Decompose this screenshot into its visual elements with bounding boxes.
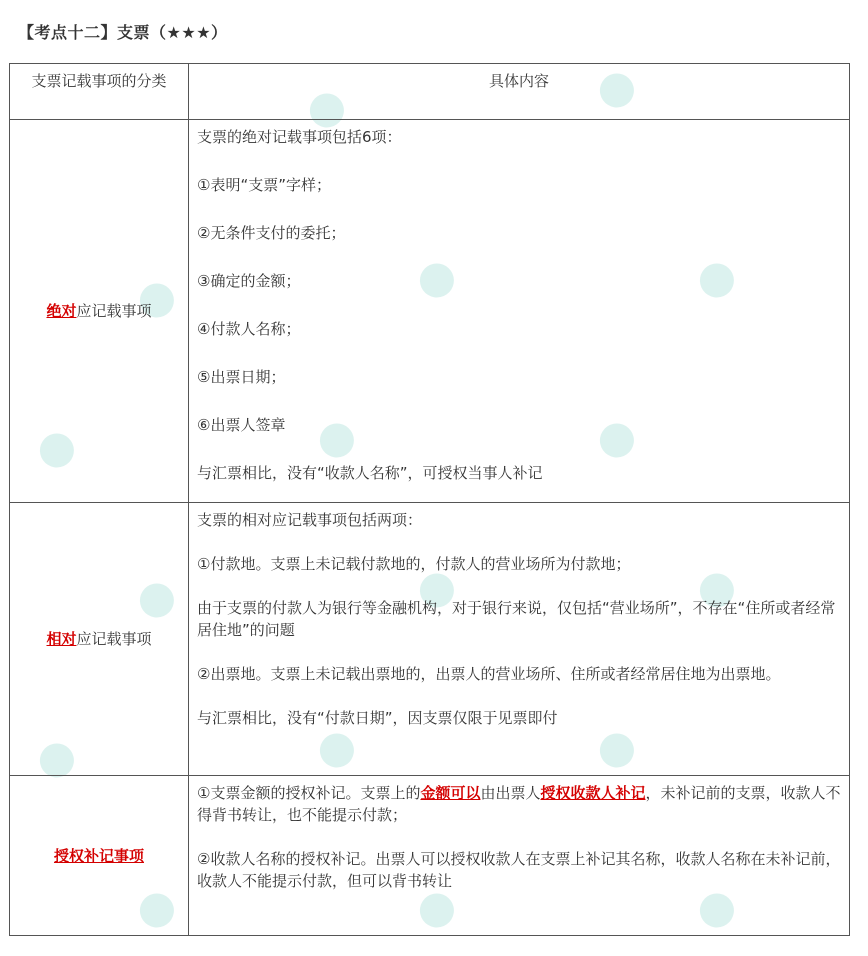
content-paragraph [197, 782, 841, 826]
header-content: 具体内容 [189, 64, 850, 120]
content-paragraph: ①表明“支票”字样； [197, 176, 331, 194]
category-cell [10, 776, 189, 936]
category-highlight: 授权补记事项 [53, 846, 144, 865]
highlight-text: 授权收款人补记 [540, 784, 646, 802]
cheque-items-table [9, 63, 850, 936]
text-run: 由出票人 [480, 784, 541, 802]
table-header-row [10, 64, 850, 120]
content-paragraph: 支票的绝对记载事项包括6项： [197, 128, 402, 146]
table-row [10, 120, 850, 503]
category-cell [10, 503, 189, 776]
highlight-text: 金额可以 [420, 784, 481, 802]
table-row [10, 776, 850, 936]
content-paragraph: 由于支票的付款人为银行等金融机构，对于银行来说，仅包括“营业场所”，不存在“住所或者经常居住地”的问题 [197, 599, 836, 639]
content-paragraph: ②收款人名称的授权补记。出票人可以授权收款人在支票上补记其名称，收款人名称在未补记前，收款人不能提示付款，但可以背书转让 [197, 850, 841, 890]
content-paragraph: ⑤出票日期； [197, 368, 286, 386]
text-run: ，未补记前的支票，收款人不得背书转让，也不能提示付款； [197, 784, 841, 824]
page-title: 【考点十二】支票（★★★） [18, 23, 228, 42]
content-paragraph: ④付款人名称； [197, 320, 301, 338]
content-paragraph: ③确定的金额； [197, 272, 301, 290]
content-paragraph: 与汇票相比，没有“收款人名称”，可授权当事人补记 [197, 464, 543, 482]
content-paragraph: ①付款地。支票上未记载付款地的，付款人的营业场所为付款地； [197, 555, 631, 573]
content-cell [189, 776, 850, 936]
content-paragraph: 支票的相对应记载事项包括两项： [197, 511, 423, 529]
category-highlight: 绝对 [46, 302, 77, 320]
table-row [10, 503, 850, 776]
category-label: 应记载事项 [76, 630, 152, 648]
content-paragraph: 与汇票相比，没有“付款日期”，因支票仅限于见票即付 [197, 709, 558, 727]
content-paragraph: ②出票地。支票上未记载出票地的，出票人的营业场所、住所或者经常居住地为出票地。 [197, 665, 781, 683]
category-highlight: 相对 [46, 630, 77, 648]
header-category: 支票记载事项的分类 [10, 64, 189, 120]
content-cell [189, 503, 850, 776]
content-paragraph: ⑥出票人签章 [197, 416, 286, 434]
category-label: 应记载事项 [76, 302, 152, 320]
content-cell [189, 120, 850, 503]
text-run: ①支票金额的授权补记。支票上的 [197, 784, 421, 802]
category-cell [10, 120, 189, 503]
content-paragraph: ②无条件支付的委托； [197, 224, 346, 242]
